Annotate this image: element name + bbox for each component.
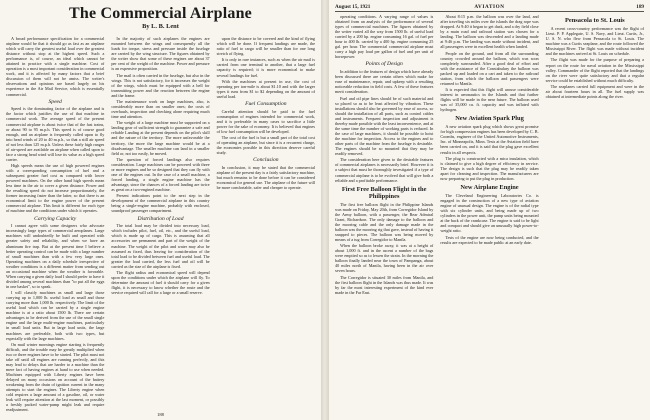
- section-heading: Distribution of Load: [137, 215, 184, 222]
- body-paragraph: The total load may be divided into necessary load, which includes pilot, fuel, oil, etc., and the useful load, which is made up of cargo. This is assuming that all accessories are permanent and part of the weight of the machine. The weight of the pilot and water may also be assumed as fixed, thus leaving for consideration of the total load to be divided between fuel and useful load. The greater the load carried, the less fuel and oil will be carried as the size of the airplane is fixed.: [111, 223, 210, 269]
- page-gutter: [321, 0, 329, 420]
- body-paragraph: When the balloon broke away, it was at a height of about 1,000 ft. and in the ascent a number of the bags were emptied so as to lessen the strain. In the morning the balloon finally landed near the town of Pampanga, about 40 miles north of Manila, having been in the air over seven hours.: [335, 243, 434, 274]
- article-heading: New Airplane Engine: [460, 183, 519, 191]
- text-column: [111, 36, 209, 408]
- text-column: [546, 14, 644, 408]
- section-heading: Speed: [48, 98, 62, 105]
- body-paragraph: The maintenance work on large machines, also, is considerably more than on smaller ones; the costs of overhauls, inspection and checking alone requiring much time and attention.: [111, 98, 210, 120]
- body-paragraph: It is only in rare instances, such as when the air mail is carried from one terminal to another, that a large fuel capacity is required; it is more economical to make several landings for fuel.: [216, 57, 315, 78]
- body-paragraph: In addition to the features of design which have already been discussed there are certain others which make for ease of maintenance, repair, and upkeep with a resulting noticeable reduction in field costs. A few of these features merit consideration.: [335, 69, 434, 95]
- body-paragraph: On mail winter mornings engine starting is frequently difficult, and the trouble may be greatly multiplied when two or three engines have to be started. The pilot must not take off until all engines are running perfectly, and this may lead to delays that are harder to a machine than the mere fact of having engines at hand to use when needed. Machines equipped with Liberty engines have been delayed on many occasions on account of the battery weakening from the drain of ignition current in the many attempts to start the engines. The Liberty engine when cold requires a large amount of a gasoline, oil, or water leak will require attention at the last moment, or possibly a freshly packed water-pump might leak and require readjustment.: [6, 341, 105, 413]
- right-columns: [335, 14, 644, 408]
- body-paragraph: The mail is often carried in the fuselage, but also in the wings. This is not satisfactory, for it increases the weight of the wings, which must be equipped with a bell for transmitting power and the reaction between the engine and the frame.: [111, 72, 210, 98]
- article-header: [0, 4, 321, 31]
- body-paragraph: Careful attention should be paid to the fuel consumption of engines intended for commercial work, and it is preferable in many cases to sacrifice a little power for the sake of economy. It is believed that engines of low fuel consumption will be developed.: [216, 108, 315, 134]
- body-paragraph: In conclusion, it may be stated that the commercial airplane of the present day is a fairly satisfactory machine, but much remains to be done before it can be considered economical for general use. The airplane of the future will be more comfortable, safer and cheaper to operate.: [216, 165, 315, 191]
- article-title: The Commercial Airplane: [69, 5, 252, 22]
- body-paragraph: Tests of the engine are now being conducted, and the results are expected to be made public at an early date.: [440, 234, 539, 245]
- section-heading: Conclusion: [253, 157, 279, 164]
- body-paragraph: The plug is constructed with a mica insulation, which is claimed to give a high degree of efficiency in service. The design is such that the plug may be readily taken apart for cleaning and inspection. The manufacturers are now preparing to put the plug in production.: [440, 155, 539, 181]
- magazine-name: AVIATION: [474, 4, 505, 10]
- article-heading: Pensacola to St. Louis: [564, 17, 625, 24]
- body-paragraph: upon the distance to be covered and the kind of flying which will be done. If frequent landings are made, the ratio of fuel to cargo will be smaller than for one long stretch of flying.: [216, 36, 315, 57]
- body-paragraph: A recent cross-country performance was the flight of Lieut. P. P. Applegate, U. S. Navy, and Lieut. Curtis, Jr., U. S. N. who flew from Pensacola to St. Louis. The machine was a Curtis seaplane, and the route followed the Mississippi River. The flight was made without incident and the machines arrived at St. Louis on schedule.: [545, 26, 644, 57]
- left-page: [0, 0, 321, 420]
- section-heading: Points of Design: [365, 61, 403, 68]
- page-number: 188: [157, 412, 164, 417]
- body-paragraph: In the majority of such airplanes the engines are mounted between the wings and consequently all the loads for torque, stress and pressure inside the fuselage are carried by the wing structure. The figures obtained by the writer show that some of these engines are about 37 per cent of the weight of the machine. Power and pressure is an expensive proposition.: [111, 36, 210, 72]
- text-column: [440, 14, 538, 408]
- body-paragraph: Present indications point to the next step in the development of the commercial airplane in this country being a single-engine machine, probably with enclosed, soundproof passenger compartment.: [111, 193, 210, 214]
- article-byline: By L. B. Lent: [142, 23, 179, 30]
- body-paragraph: I will classify machines as small and large those carrying up to 1,000 lb. useful load as small and those carrying more than 1,000 lb. respectively. The limit of the useful load which can be carried by a single engine machine is at a ratio about 1500 lb. There are certain advantages to be derived from the use of the small single engine and the large multi-engine machines, particularly in small load units. But in large load units, the large machines are preferable, both with two types, but especially with the large machines.: [6, 290, 105, 341]
- header-page-number: 189: [636, 4, 644, 10]
- body-paragraph: operating conditions. A varying range of values is obtained from an analysis of the performance of several types of commercial machines. The figures obtained by the writer varied all the way from 1500 lb. of useful load carried by a 200 hp. engine consuming 16 gal. of fuel per hour to 400 lb. carried by a 400 hp. engine consuming 25 gal. per hour. The commercial commercial airplane must carry a high pay load per gallon of fuel and per unit of horsepower.: [335, 14, 434, 60]
- text-column: [217, 36, 315, 408]
- body-paragraph: The consideration here given to the desirable features of commercial airplanes is necessarily brief. However it is a subject that must be thoroughly investigated if a type of commercial airplane is to be evolved that will give both a reliable and a profitable performance.: [335, 157, 434, 183]
- body-paragraph: A new aviation spark plug which shows great promise for high compression engines has been developed by C. B. Coombs, engineer of the United Automotive Instruments, Inc. of Minneapolis, Minn. Tests at the Aviation field have been carried on, and it is said that the plug gave excellent results in all respects.: [440, 124, 539, 155]
- issue-date: August 15, 1921: [335, 4, 371, 10]
- right-page: [329, 0, 650, 420]
- text-column: [335, 14, 433, 408]
- body-paragraph: A broad performance specification for a commercial airplane would be that it should go as fast as an airplane which will carry the greatest useful load over the greatest distance without stop at the highest speed. Such a performance is, of course, an ideal which cannot be attained in practice with a single machine. Cost of operation is a most important consideration in commercial work, and it is affected by many factors that a brief discussion of them will not be amiss. The writer's observations and opinions are based largely on his experience in the Air Mail Service, which is essentially commercial.: [6, 36, 105, 97]
- body-paragraph: The question of forced landings also requires consideration. Large machines can be powered with three or more engines and be so designed that they can fly with one of the engines out. In the case of a small machine, a forced landing, a single engine machine has the advantage, since the chances of a forced landing are twice as great on a two-engined machine.: [111, 156, 210, 193]
- text-column: [6, 36, 105, 413]
- running-header: [335, 3, 644, 12]
- body-paragraph: Fuel and oil pipe lines should be of such material and so placed so as to be least affected by vibration. These installations should also be governed by ease of access, so should the installation of all parts, such as control cables and instruments. Frequent inspection and adjustment is thereby made possible with the least inconvenience, and at the same time the number of working parts is reduced. In the case of large machines, it should be possible to hoist the machine for inspection. Access to the engines and to other parts of the machine from the fuselage is desirable. The engines should be so mounted that they may be readily removed.: [335, 95, 434, 157]
- body-paragraph: I cannot agree with some designers who advocate increasingly large types of commercial aeroplanes. Large machines will undoubtedly be built and operated with greater safety and reliability, and when we have an aluminum fire trap. But at the present time I believe a better operating control can be made with a large number of small machines than with a few very large ones. Operating machines on a daily schedule irrespective of weather conditions is a different matter from sending out an occasional machine when the weather is favorable. When carrying a given daily load I should prefer to have it divided among several machines than "to put all the eggs in one basket", so to speak.: [6, 223, 105, 289]
- body-paragraph: The cost of the fuel is but a small part of the total cost of operating an airplane, but since it is a recurrent charge, the economies possible in this direction deserve careful study.: [216, 135, 315, 156]
- article-heading: New Aviation Spark Plug: [455, 115, 524, 123]
- body-paragraph: With the machines at present in use, the cost of operating per ton-mile is about $1.10 and with the larger types it runs from $1 to $2 depending on the amount of useful load.: [216, 78, 315, 99]
- section-heading: Fuel Consumption: [245, 100, 287, 107]
- body-paragraph: It is expected that this flight will arouse considerable interest in aeronautics in the Islands and that further flights will be made in the near future. The balloon used was of 35,000 cu. ft. capacity and was inflated with hydrogen.: [440, 87, 539, 113]
- body-paragraph: The flight was made for the purpose of preparing a report on the route for naval aviation in the Mississippi valley. Commander of the flight reported that the landings on the river were quite satisfactory and that a regular service could be established without much difficulty.: [545, 57, 644, 83]
- body-paragraph: People on the ground, and from all the surrounding country crowded around the balloon, which was soon completely surrounded. After a good deal of effort and with the assistance of the Constabulary the balloon was packed up and loaded on a cart and taken to the railroad station, from which the balloon and passengers were returned to Manila.: [440, 50, 539, 86]
- article-heading: First Free Balloon Flight in the Philippines: [341, 185, 427, 200]
- body-paragraph: The seaplanes carried full equipment and were in the air about fourteen hours in all. The fuel supply was obtained at intermediate points along the river.: [545, 83, 644, 99]
- body-paragraph: About 8:15 p.m. the balloon was over the land, and after traveling six miles over the islands the drag rope was dropped. At 9:40 it began to get dusk, and a dry field close by a main road and railroad station was chosen for a landing. The balloon was descended and a landing made at 9:46 p.m. The landing was made without incident, and all passengers were in excellent health when landed.: [440, 14, 539, 50]
- body-paragraph: High speeds mean the use of high powered engines with a corresponding consumption of fuel and a subsequent greater fuel cost as compared with lower powered machines. On the other hand high speeds mean less time in the air to cover a given distance. Power and the resulting speed do not increase proportionately, the former increasing faster than the latter, so that there is an economical limit to the engine power of the present commercial airplane. This limit is different for each type of machine and the conditions under which it operates.: [6, 163, 105, 214]
- body-paragraph: Speed is the dominating factor of the airplane and is the factor which justifies the use of that machine in commercial work. The average speed of the present commercial airplane is about twice that of the fast trains, or about 90 to 95 m.p.h. This speed is of course good enough, and an airplane is frequently called upon to fly into head winds of 20 to 40 m.p.h., so that a still air speed of not less than 125 m.p.h. Unless these fairly high ranges of air-speed are available an airplane when called upon to face a strong head wind will lose its value as a high speed carrier.: [6, 106, 105, 162]
- body-paragraph: The first free balloon flight in the Philippine Islands was made on Friday, May 20th, from Corregidor Island by the Army balloon, with a passenger, the Rear Admiral Grant, Richardson. The only damage to the balloon and the mooring cable and the only damage made in the balloon was the mooring rig that gave, instead of having it snapped to pieces. The balloon was being moved by means of a tug from Corregidor to Manila.: [335, 201, 434, 242]
- left-columns: [6, 36, 315, 413]
- section-heading: Carrying Capacity: [34, 215, 77, 222]
- body-paragraph: The Corregidor is situated 30 miles from Manila, and the first balloon flight in the Islands was thus made. It was by far the most interesting experiment of the kind ever made in the Far East.: [335, 274, 434, 295]
- body-paragraph: The weight of a large machine must be supported on a landing gear of sufficient strength to guarantee a safe and reliable Landing at the present depends on the pilot's skill and the nature of the territory. The more unfavorable the territory, the more the large machine would be at a disadvantage. The smaller machine can land in a smaller field or, not too easily, be moved.: [111, 120, 210, 156]
- body-paragraph: The Cleveland Engineering Laboratories Co. is engaged in the construction of a new type of aviation engine of unusual design. The engine is of the radial type with six cylinder units, and being made up of two cylinders in the power unit, the pump units being mounted at the back of the crankcase. The engine is said to be light and compact and should give an unusually high power-to-weight ratio.: [440, 192, 539, 234]
- body-paragraph: The flight radius and economical speed will depend upon the conditions under which the airplane will fly. To determine the amount of fuel it should carry for a given flight, it is necessary to know whether the route and the service required will call for a large or a small reserve.: [111, 269, 210, 296]
